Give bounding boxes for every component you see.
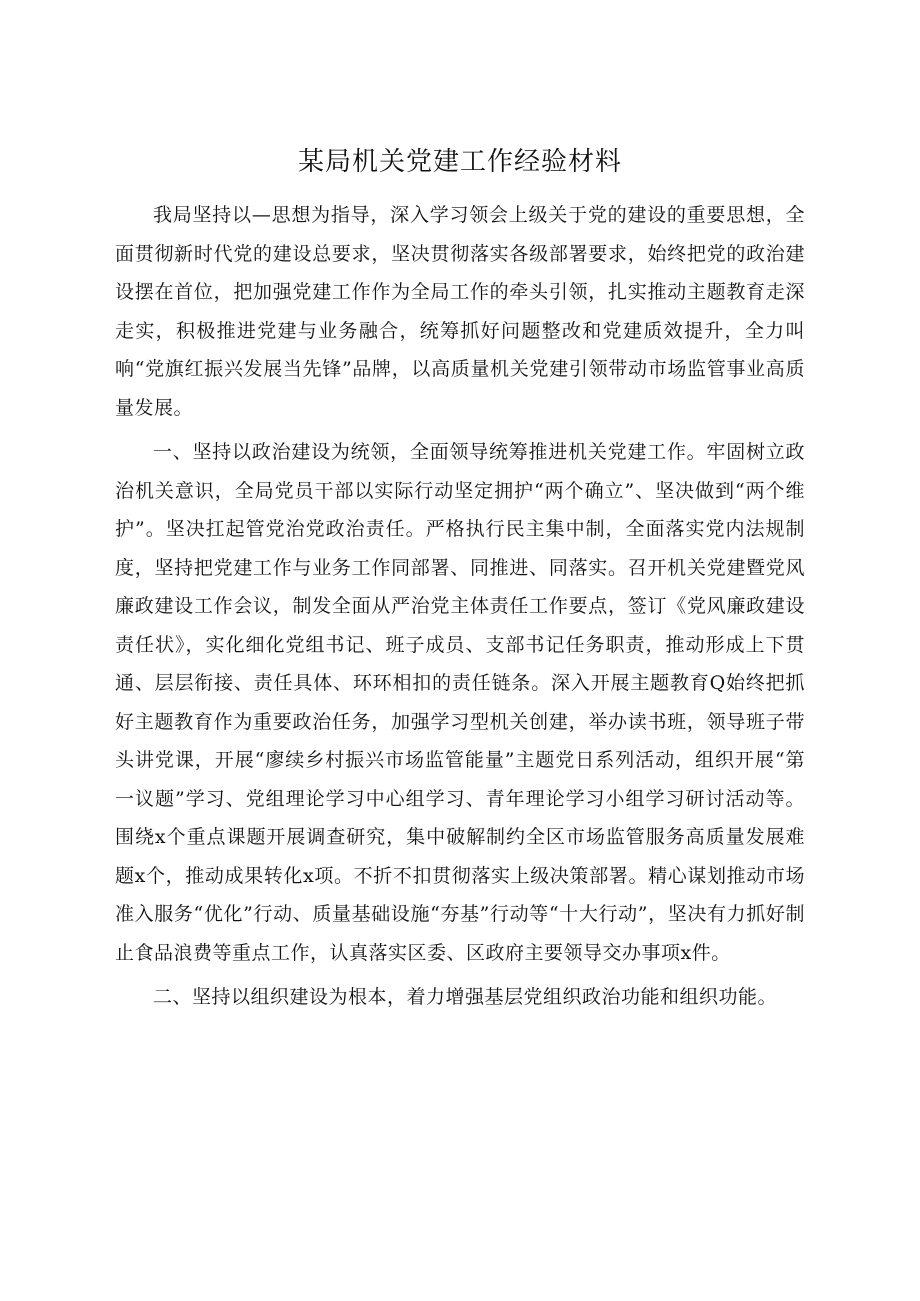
paragraph-section-one: 一、坚持以政治建设为统领，全面领导统筹推进机关党建工作。牢固树立政治机关意识，全局党员干部以实际行动坚定拥护“两个确立”、坚决做到“两个维护”。坚决扛起管党治党政治责任。严格执行民主集中制，全面落实党内法规制度，坚持把党建工作与业务工作同部署、同推进、同落实。召开机关党建暨党风廉政建设工作会议，制发全面从严治党主体责任工作要点，签订《党风廉政建设责任状》，实化细化党组书记、班子成员、支部书记任务职责，推动形成上下贯通、层层衔接、责任具体、环环相扣的责任链条。深入开展主题教育Q始终把抓好主题教育作为重要政治任务，加强学习型机关创建，举办读书班，领导班子带头讲党课，开展“廖续乡村振兴市场监管能量”主题党日系列活动，组织开展“第一议题”学习、党组理论学习中心组学习、青年理论学习小组学习研讨活动等。围绕x个重点课题开展调查研究，集中破解制约全区市场监管服务高质量发展难题x个，推动成果转化x项。不折不扣贯彻落实上级决策部署。精心谋划推动市场准入服务“优化”行动、质量基础设施“夯基”行动等“十大行动”，坚决有力抓好制止食品浪费等重点工作，认真落实区委、区政府主要领导交办事项x件。 [115,441,805,964]
paragraph-section-two: 二、坚持以组织建设为根本，着力增强基层党组织政治功能和组织功能。 [153,986,778,1008]
paragraph-intro: 我局坚持以—思想为指导，深入学习领会上级关于党的建设的重要思想，全面贯彻新时代党的建设总要求，坚决贯彻落实各级部署要求，始终把党的政治建设摆在首位，把加强党建工作作为全局工作的牵头引领，扎实推动主题教育走深走实，积极推进党建与业务融合，统筹抓好问题整改和党建质效提升，全力叫响“党旗红振兴发展当先锋”品牌，以高质量机关党建引领带动市场监管事业高质量发展。 [115,204,805,419]
document-title: 某局机关党建工作经验材料 [297,147,622,177]
